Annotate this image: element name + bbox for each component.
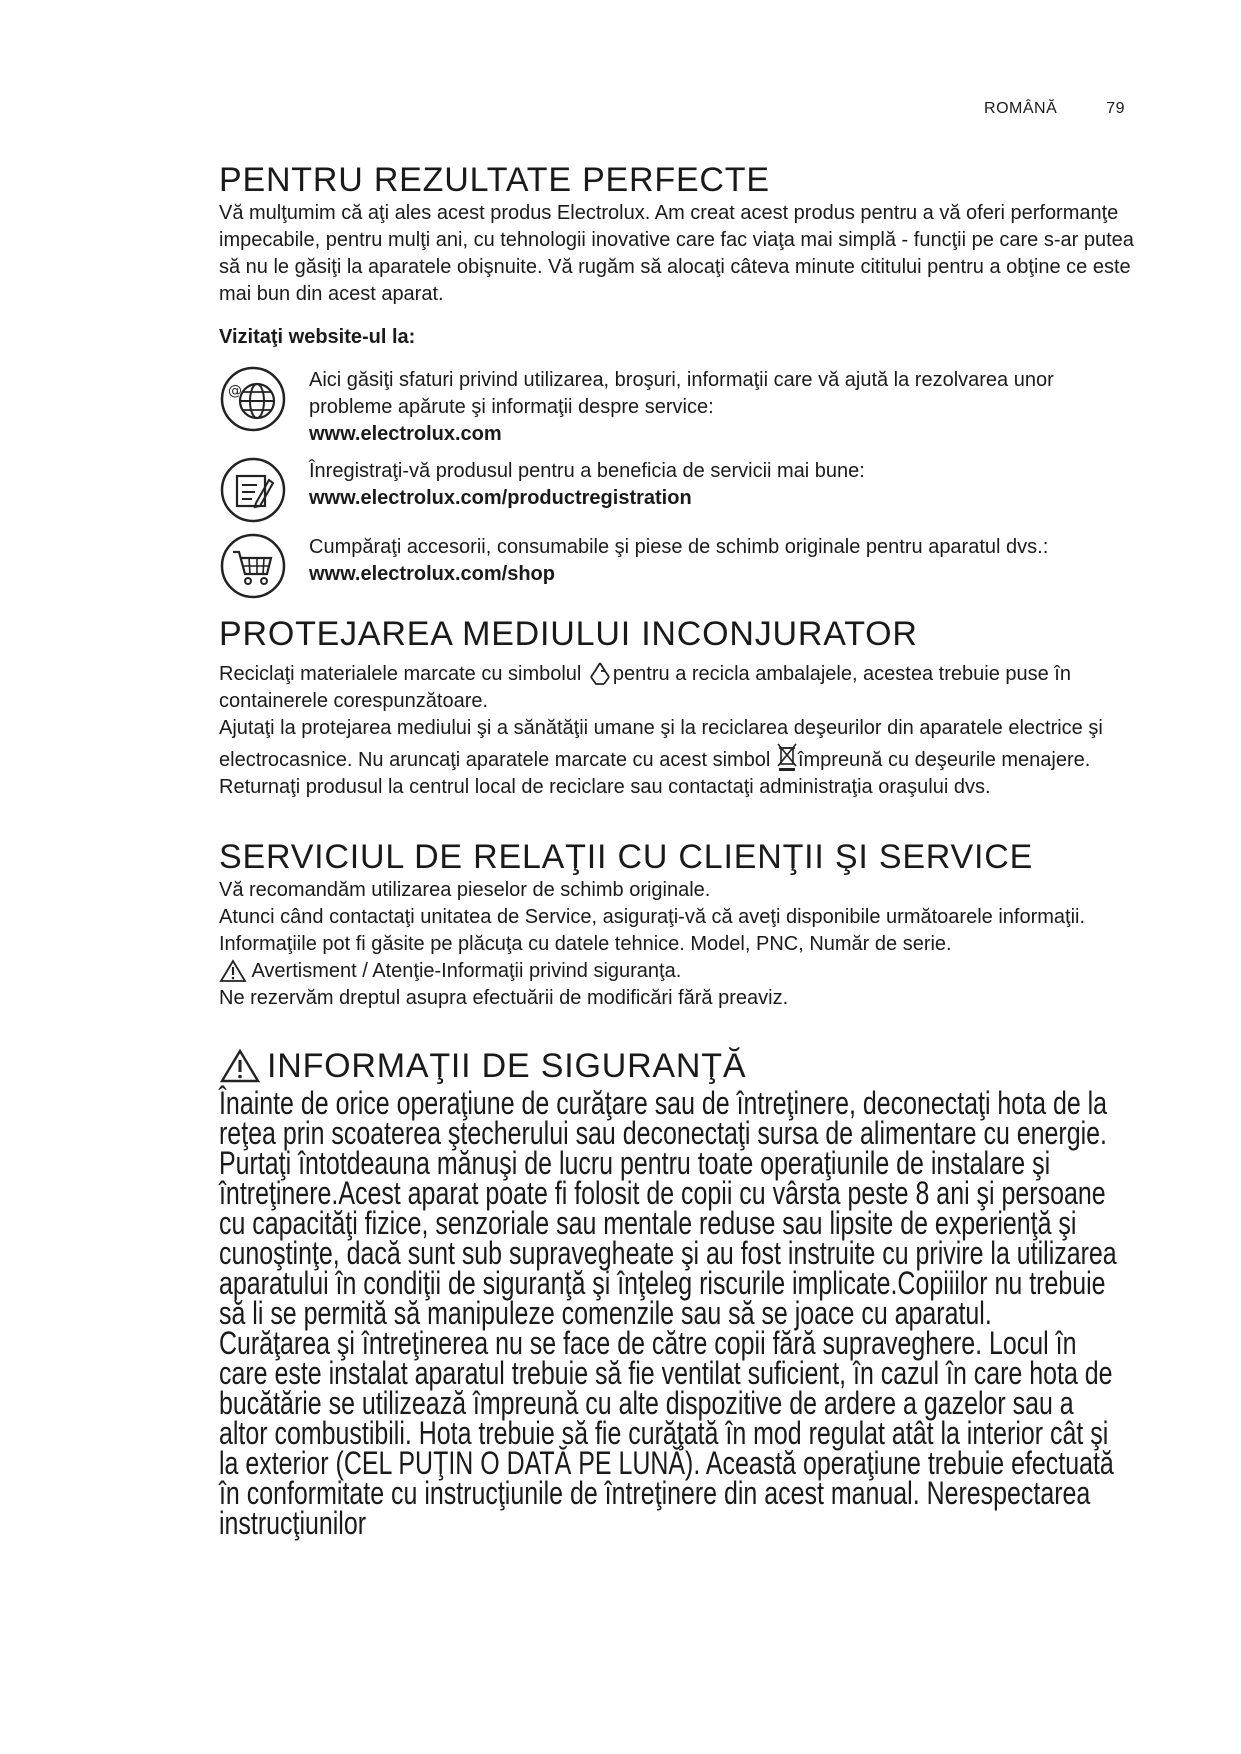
safety-text — [219, 1085, 1124, 1541]
website-link-registration[interactable]: www.electrolux.com/productregistration — [309, 487, 692, 509]
safety-heading — [219, 1046, 1139, 1086]
registration-text: Înregistraţi-vă produsul pentru a beneficia de servicii mai bune: — [309, 460, 865, 482]
registration-icon — [219, 456, 287, 524]
crossed-bin-icon — [776, 742, 798, 772]
warning-text: Avertisment / Atenţie-Informaţii privind siguranţa. — [251, 960, 682, 982]
weee-paragraph — [219, 715, 1139, 801]
shop-text: Cumpăraţi accesorii, consumabile şi piese de schimb originale pentru aparatul dvs.: — [309, 536, 1049, 558]
website-info-text: Aici găsiţi sfaturi privind utilizarea, broşuri, informaţii care vă ajută la rezolvarea unor probleme apărute şi informaţii despre service: — [309, 369, 1054, 418]
section-title-perfect-results: PENTRU REZULTATE PERFECTE — [219, 161, 770, 199]
shopping-cart-icon — [219, 532, 287, 600]
recycle-paragraph — [219, 660, 1139, 715]
website-entry-shop — [219, 534, 1139, 600]
section-title-customer-service: SERVICIUL DE RELAŢII CU CLIENŢII ŞI SERVICE — [219, 838, 1034, 876]
recycle-text-before: Reciclaţi materialele marcate cu simbolul — [219, 663, 587, 685]
warning-icon — [219, 959, 247, 983]
weee-text-after: împreună cu deşeurile menajere. Returnaţi produsul la centrul local de reciclare sau contactaţi administraţia oraşului dvs. — [219, 749, 1091, 798]
service-warning-line — [219, 958, 1139, 985]
safety-paragraph-1: Înainte de orice operaţiune de curăţare sau de întreţinere, deconectaţi hota de la reţea prin scoaterea ştecherului sau deconectaţi sursa de alimentare cu energie. Purtaţi întotdeauna mănuşi de lucru pentru toate operaţiunile de instalare şi întreţinere.Acest aparat poate fi folosit de copii cu vârsta peste 8 ani şi persoane cu capacităţi fizice, senzoriale sau mentale reduse sau lipsite de experienţă şi cunoştinţe, dacă sunt sub supravegheate şi au fost instruite cu privire la utilizarea aparatului în condiţii de siguranţă şi înţeleg riscurile implicate.Copiiilor nu trebuie să li se permită să manipuleze comenzile sau să se joace cu aparatul. — [219, 1085, 1117, 1331]
service-line-1: Vă recomandăm utilizarea pieselor de schimb originale. — [219, 879, 711, 901]
service-line-2: Atunci când contactaţi unitatea de Service, asiguraţi-vă că aveţi disponibile următoarele informaţii. — [219, 906, 1086, 928]
service-line-3: Informaţiile pot fi găsite pe plăcuţa cu datele tehnice. Model, PNC, Număr de serie. — [219, 933, 952, 955]
weee-text-before: Ajutaţi la protejarea mediului şi a sănătăţii umane şi la reciclarea deşeurilor din aparatele electrice şi electrocasnice. Nu aruncaţi aparatele marcate cu acest simbol — [219, 717, 1103, 771]
recycle-text-after: pentru a recicla ambalajele, acestea trebuie puse în containerele corespunzătoare. — [219, 663, 1071, 712]
safety-paragraph-2: Curăţarea şi întreţinerea nu se face de către copii fără supraveghere. Locul în care este instalat aparatul trebuie să fie ventilat suficient, în cazul în care hota de bucătărie se utilizează împreună cu alte dispozitive de ardere a gazelor sau a altor combustibili. Hota trebuie să fie curăţată în mod regulat atât la interior cât şi la exterior (CEL PUŢIN O DATĂ PE LUNĂ). Această operaţiune trebuie efectuată în conformitate cu instrucţiunile de întreţinere din acest manual. Nerespectarea instrucţiunilor — [219, 1325, 1114, 1541]
page-number: 79 — [1106, 100, 1125, 117]
page-content — [219, 160, 1139, 1541]
language-label: ROMÂNĂ — [984, 100, 1058, 117]
website-entry-info — [219, 367, 1139, 448]
svg-text:@: @ — [228, 383, 242, 399]
section-title-safety: INFORMAŢII DE SIGURANŢĂ — [267, 1047, 747, 1085]
visit-website-label: Vizitaţi website-ul la: — [219, 326, 416, 348]
website-entry-registration — [219, 458, 1139, 524]
globe-icon — [219, 365, 287, 433]
warning-icon — [219, 1048, 261, 1084]
recycle-icon — [587, 660, 613, 686]
section-title-environment: PROTEJAREA MEDIULUI INCONJURATOR — [219, 615, 918, 653]
page-header — [984, 100, 1125, 118]
service-last-line: Ne rezervăm dreptul asupra efectuării de modificări fără preaviz. — [219, 987, 789, 1009]
website-link-electrolux[interactable]: www.electrolux.com — [309, 423, 502, 445]
website-link-shop[interactable]: www.electrolux.com/shop — [309, 563, 555, 585]
intro-paragraph: Vă mulţumim că aţi ales acest produs Electrolux. Am creat acest produs pentru a vă oferi performanţe impecabile, pentru mulţi ani, cu tehnologii inovative care fac viaţa mai simplă - funcţii pe care s-ar putea să nu le găsiţi la aparatele obişnuite. Vă rugăm să alocaţi câteva minute cititului pentru a obţine ce este mai bun din acest aparat. — [219, 202, 1134, 305]
